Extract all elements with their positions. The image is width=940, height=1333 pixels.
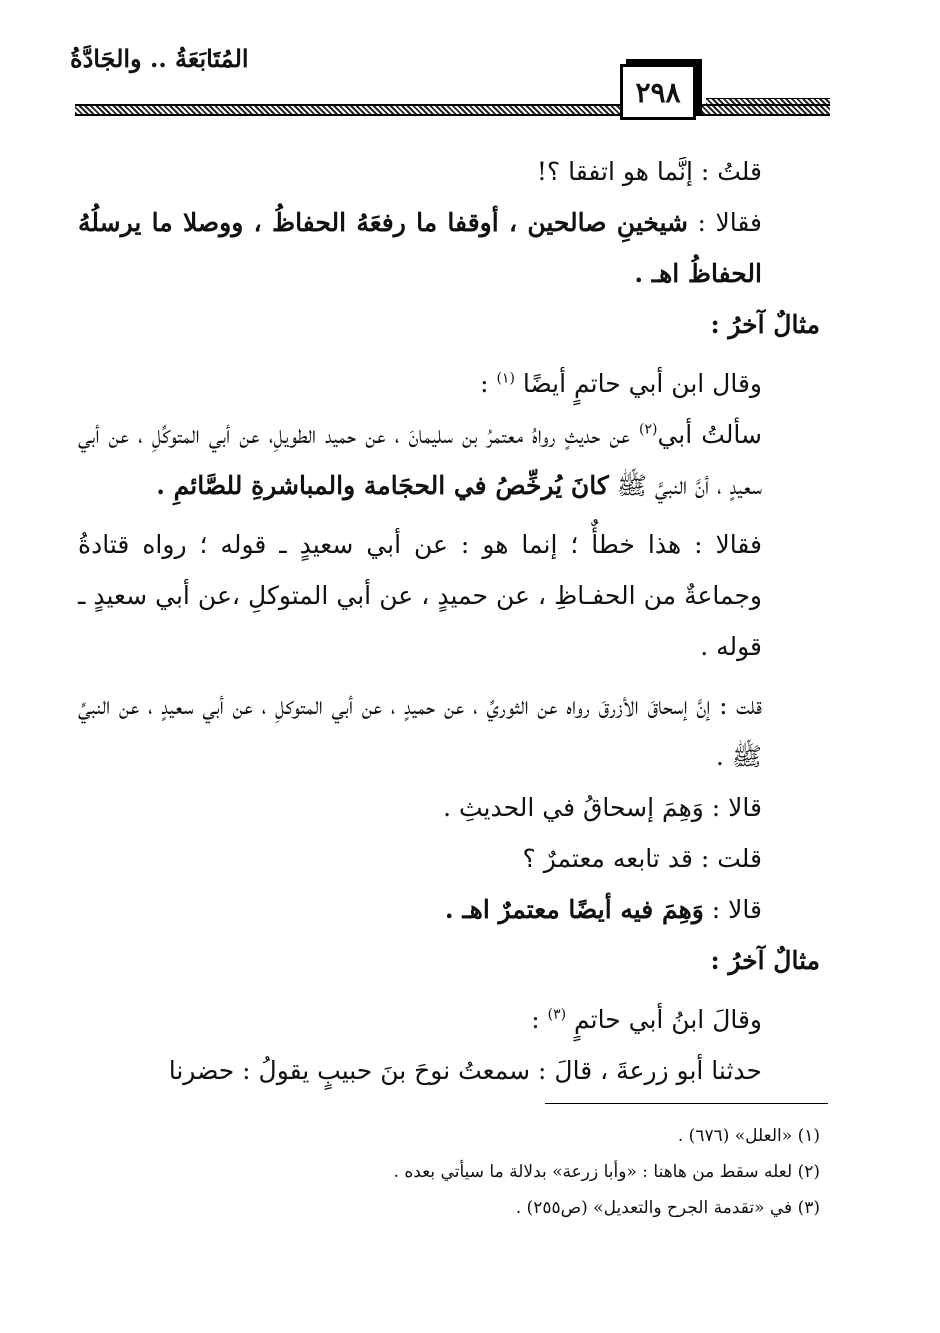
- section-heading: مثالٌ آخرُ :: [710, 946, 820, 975]
- paragraph: قالا : وَهِمَ إسحاقُ في الحديثِ .: [443, 793, 762, 822]
- paragraph: قلت : قد تابعه معتمرٌ ؟: [522, 844, 762, 873]
- page-number: ٢٩٨: [620, 64, 696, 120]
- paragraph: حدثنا أبو زرعةَ ، قالَ : سمعتُ نوحَ بنَ حبيبٍ يقولُ : حضرنا: [168, 1056, 762, 1085]
- paragraph-text: سألتُ أبي: [657, 420, 762, 449]
- paragraph-lead: قالا :: [703, 895, 762, 924]
- paragraph: [78, 197, 820, 299]
- footnote-ref: (٣): [547, 1006, 567, 1023]
- paragraph: [78, 358, 820, 409]
- footnote-separator: [545, 1103, 828, 1104]
- paragraph: [78, 884, 820, 935]
- footnote: (١) «العلل» (٦٧٦) .: [677, 1126, 820, 1146]
- paragraph-text: عن حديثٍ رواهُ معتمرُ بن سليمانَ ، عن حميد الطويلِ، عن أبي المتوكِّلِ ، عن أبي سعيدٍ ، أنَّ النبيَّ ﷺ: [78, 420, 762, 500]
- paragraph-end: :: [480, 369, 497, 398]
- paragraph: قلت : إنَّ إسحاقَ الأزرقَ رواه عن الثوريِّ ، عن حميدٍ ، عن أبي المتوكلِ ، عن أبي سعيدٍ ، عن النبيِّ ﷺ .: [78, 691, 762, 771]
- quoted-bold-text: كانَ يُرخِّصُ في الحجَامة والمباشرةِ للصَّائمِ .: [156, 471, 609, 500]
- paragraph-end: :: [531, 1005, 548, 1034]
- paragraph-text: وقالَ ابنُ أبي حاتمٍ: [566, 1005, 762, 1034]
- section-heading: مثالٌ آخرُ :: [710, 310, 820, 339]
- paragraph: فقالا : هذا خطأٌ ؛ إنما هو : عن أبي سعيدٍ ـ قوله ؛ رواه قتادةُ وجماعةٌ من الحفـاظِ ، عن حميدٍ ، عن أبي المتوكلِ ،عن أبي سعيدٍ ـ قوله .: [78, 530, 762, 661]
- quoted-bold-text: شيخينِ صالحين ، أوقفا ما رفعَهُ الحفاظُ ، ووصلا ما يرسلُهُ الحفاظُ اهـ .: [78, 208, 762, 288]
- body-text: [78, 146, 820, 1096]
- footnote-ref: (١): [496, 370, 515, 387]
- header-ornament-band: [75, 104, 830, 116]
- quoted-bold-text: وَهِمَ فيه أيضًا معتمرٌ اهـ .: [444, 895, 704, 924]
- running-header-title: المُتَابَعَةُ .. والجَادَّةُ: [70, 44, 249, 73]
- paragraph: [78, 409, 820, 511]
- footnote: (٢) لعله سقط من هاهنا : «وأبا زرعة» بدلالة ما سيأتي بعده .: [393, 1162, 820, 1182]
- footnote-ref: (٢): [639, 421, 658, 438]
- paragraph: قلتُ : إنَّما هو اتفقا ؟!: [536, 157, 762, 186]
- footnotes: [78, 1118, 820, 1226]
- paragraph-lead: فقالا :: [688, 208, 762, 237]
- paragraph-text: وقال ابن أبي حاتمٍ أيضًا: [514, 369, 762, 398]
- footnote: (٣) في «تقدمة الجرح والتعديل» (ص٢٥٥) .: [515, 1198, 820, 1218]
- paragraph: [78, 994, 820, 1045]
